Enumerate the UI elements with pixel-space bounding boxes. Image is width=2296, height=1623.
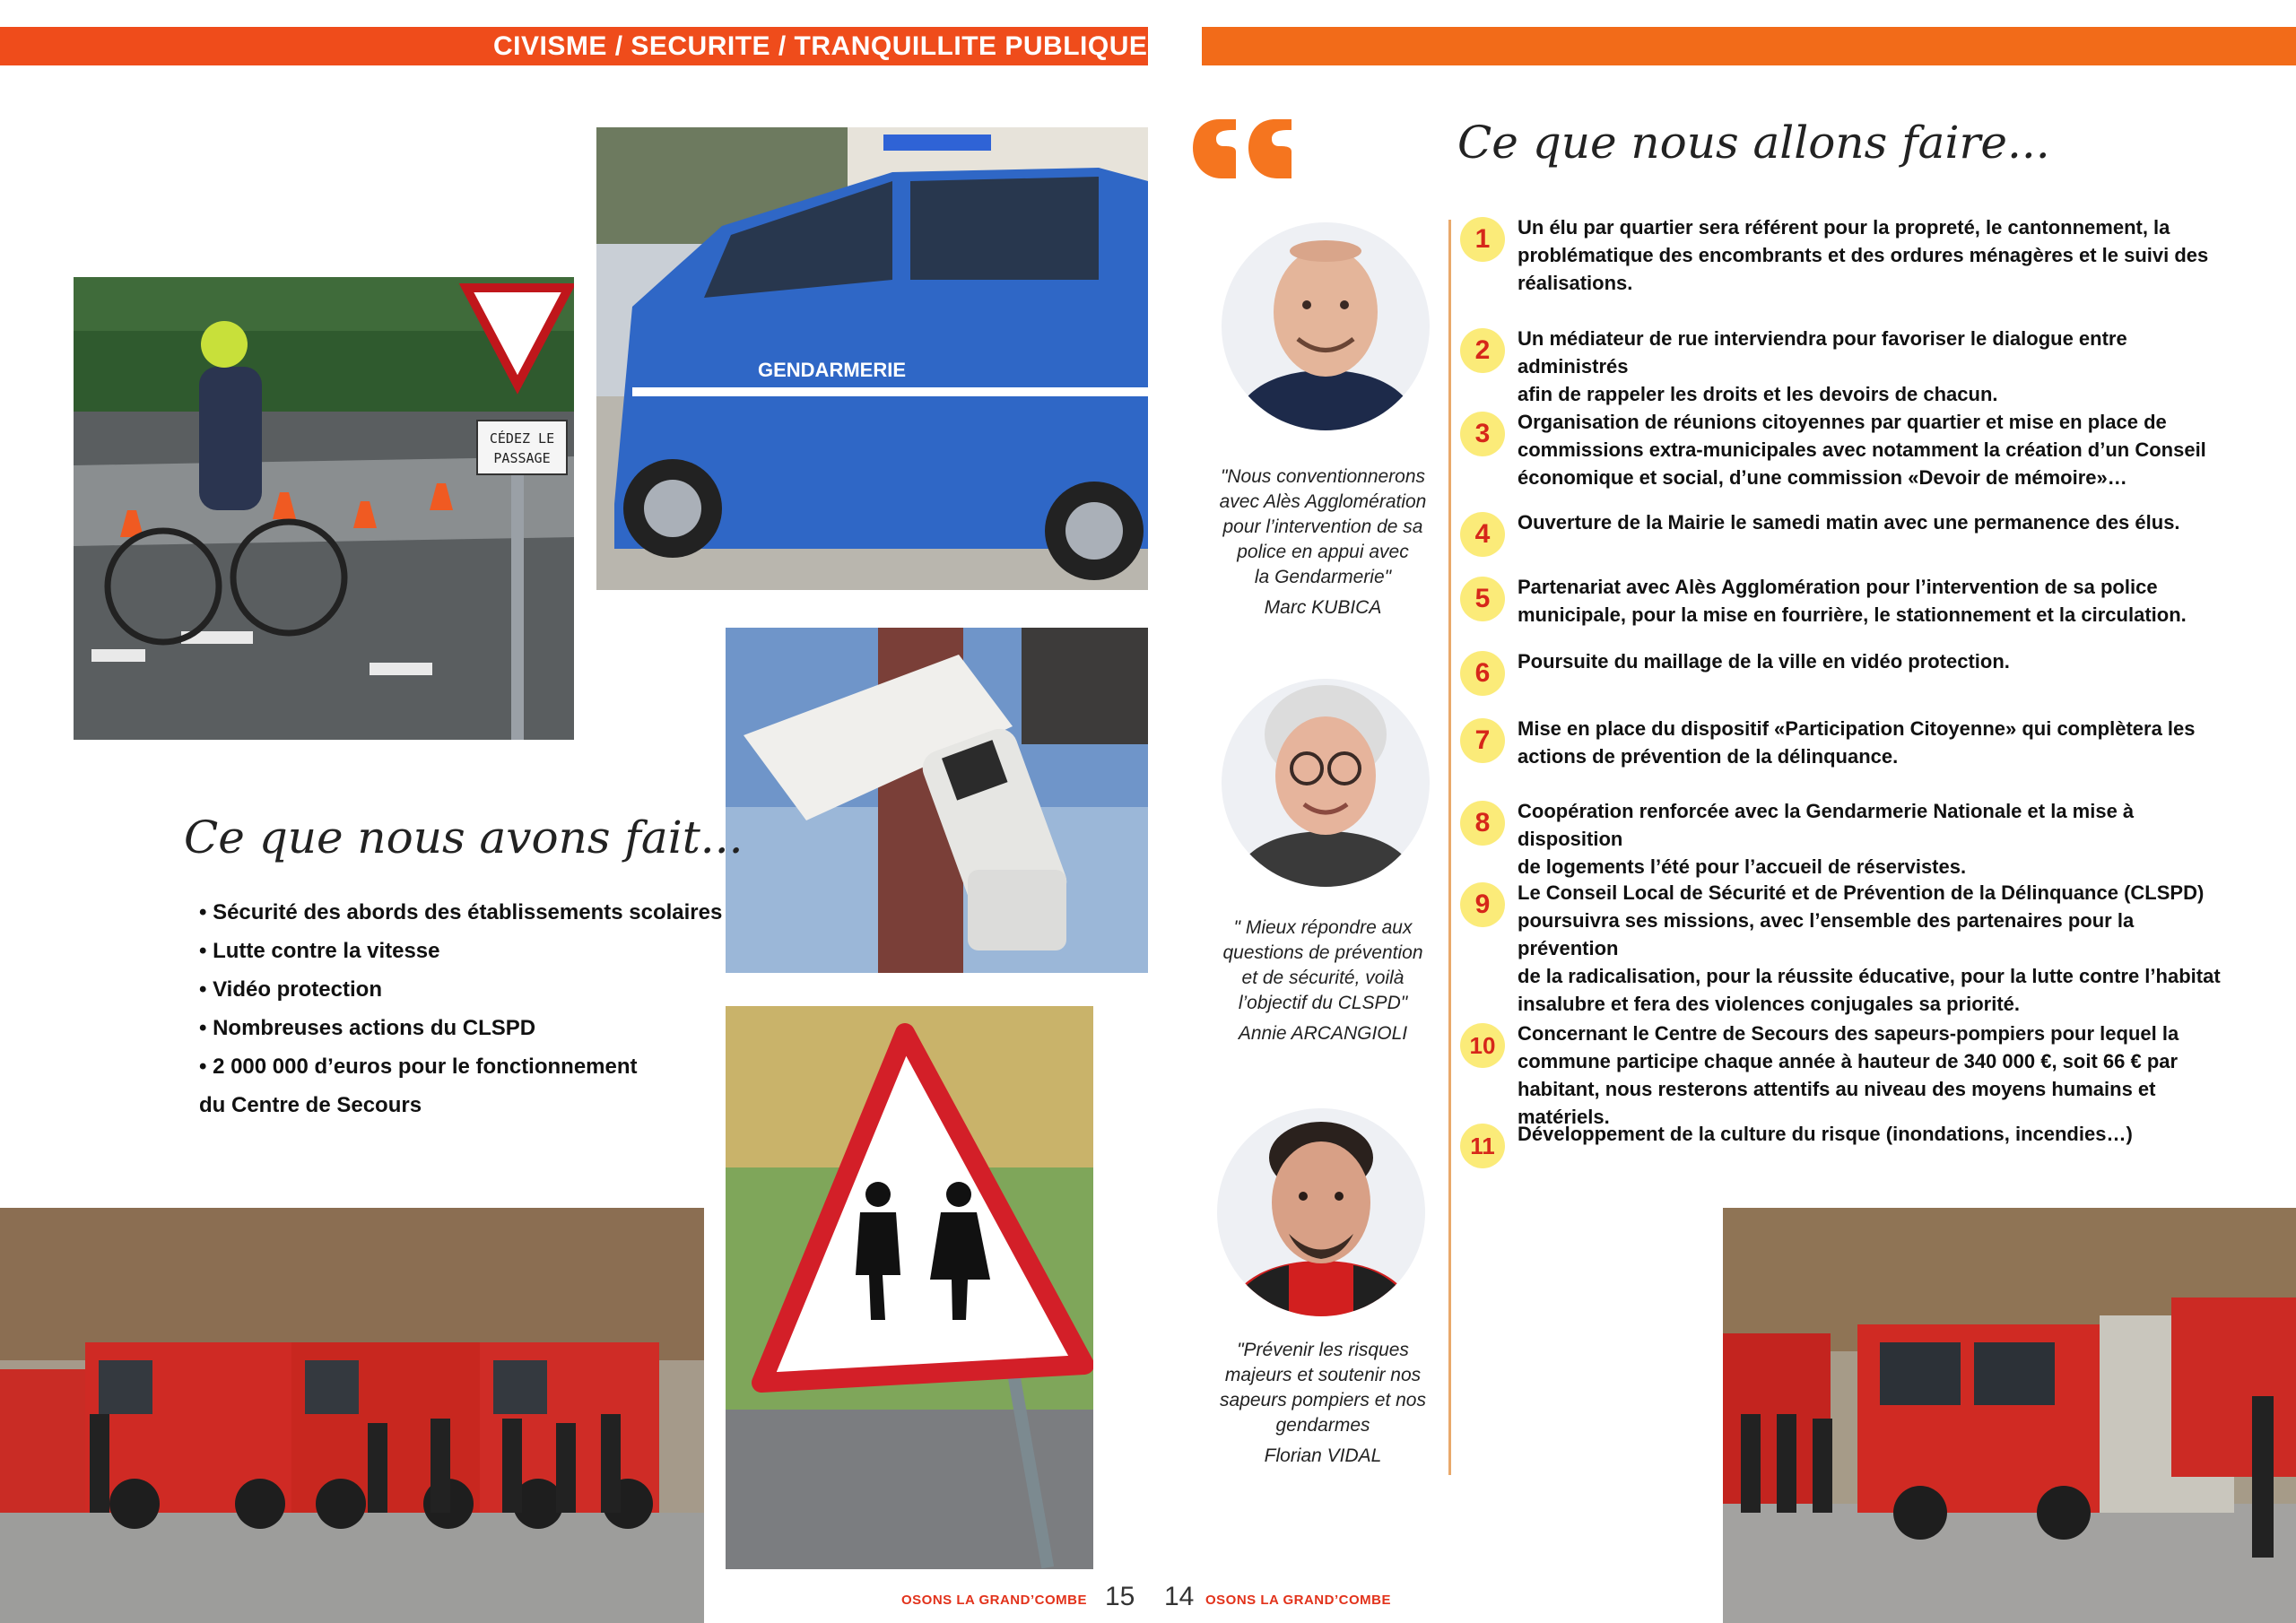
- item-number-badge: 4: [1460, 512, 1505, 557]
- item-line: Le Conseil Local de Sécurité et de Prévention de la Délinquance (CLSPD): [1518, 881, 2205, 904]
- quote-line: et de sécurité, voilà: [1241, 968, 1405, 988]
- photo-gendarmerie-van: [596, 127, 1148, 590]
- item-line: de logements l’été pour l’accueil de réservistes.: [1518, 855, 1967, 878]
- item-line: Un élu par quartier sera référent pour la propreté, le cantonnement, la: [1518, 216, 2170, 239]
- portrait-florian-vidal: [1217, 1108, 1425, 1316]
- done-item: • Vidéo protection: [199, 977, 382, 1002]
- quote-line: "Nous conventionnerons: [1220, 466, 1426, 487]
- item-line: Développement de la culture du risque (inondations, incendies…): [1518, 1123, 2133, 1145]
- item-number-badge: 9: [1460, 882, 1505, 927]
- quote-author: Marc KUBICA: [1264, 597, 1382, 618]
- done-title: Ce que nous avons fait...: [184, 812, 744, 864]
- item-line: municipale, pour la mise en fourrière, le stationnement et la circulation.: [1518, 603, 2187, 626]
- item-line: habitant, nous resterons attentifs au niveau des moyens humains et matériels.: [1518, 1078, 2156, 1128]
- todo-title: Ce que nous allons faire...: [1457, 117, 2050, 169]
- quote-line: majeurs et soutenir nos: [1224, 1365, 1422, 1385]
- quote-florian-vidal: [1193, 1338, 1453, 1469]
- done-item: du Centre de Secours: [199, 1093, 422, 1117]
- item-number-badge: 10: [1460, 1023, 1505, 1068]
- footer-brand-left: OSONS LA GRAND’COMBE: [901, 1593, 1087, 1608]
- done-item: • Lutte contre la vitesse: [199, 939, 440, 963]
- item-line: Poursuite du maillage de la ville en vidéo protection.: [1518, 650, 2010, 673]
- item-line: problématique des encombrants et des ordures ménagères et le suivi des: [1518, 244, 2209, 266]
- item-line: réalisations.: [1518, 272, 1633, 294]
- quote-line: questions de prévention: [1222, 942, 1423, 963]
- item-line: de la radicalisation, pour la réussite éducative, pour la lutte contre l’habitat: [1518, 965, 2221, 987]
- accent-divider-line: [1448, 220, 1451, 1475]
- quote-line: l’objectif du CLSPD": [1238, 993, 1408, 1013]
- quote-line: pour l’intervention de sa: [1222, 516, 1423, 537]
- item-line: insalubre et fera des violences conjugales sa priorité.: [1518, 993, 2020, 1015]
- item-number-badge: 8: [1460, 801, 1505, 846]
- item-line: Un médiateur de rue interviendra pour favoriser le dialogue entre administrés: [1518, 327, 2127, 378]
- item-line: Coopération renforcée avec la Gendarmerie Nationale et la mise à disposition: [1518, 800, 2135, 850]
- done-list: [199, 893, 723, 1124]
- item-line: actions de prévention de la délinquance.: [1518, 745, 1899, 768]
- page-number-right: 14: [1164, 1582, 1195, 1611]
- section-banner-left: [0, 27, 1148, 65]
- done-item: • Sécurité des abords des établissements scolaires: [199, 900, 723, 924]
- item-number-badge: 5: [1460, 577, 1505, 621]
- quote-marc-kubica: [1193, 464, 1453, 621]
- item-line: Mise en place du dispositif «Participation Citoyenne» qui complètera les: [1518, 717, 2196, 740]
- photo-fire-trucks-left: [0, 1208, 704, 1623]
- page-number-left: 15: [1105, 1582, 1135, 1611]
- photo-cctv-camera: [726, 628, 1148, 973]
- portrait-annie-arcangioli: [1222, 679, 1430, 887]
- van-label: GENDARMERIE: [758, 359, 907, 381]
- item-number-badge: 6: [1460, 651, 1505, 696]
- quote-line: la Gendarmerie": [1254, 567, 1392, 587]
- quote-line: "Prévenir les risques: [1237, 1340, 1409, 1360]
- quote-line: " Mieux répondre aux: [1233, 917, 1413, 938]
- item-number-badge: 7: [1460, 718, 1505, 763]
- item-number-badge: 2: [1460, 328, 1505, 373]
- quote-line: police en appui avec: [1237, 542, 1409, 562]
- photo-school-crossing-sign: [726, 1006, 1093, 1569]
- photo-child-cyclist: [74, 277, 574, 740]
- quote-annie-arcangioli: [1193, 916, 1453, 1046]
- item-line: Partenariat avec Alès Agglomération pour l’intervention de sa police: [1518, 576, 2158, 598]
- item-line: poursuivra ses missions, avec l’ensemble des partenaires pour la prévention: [1518, 909, 2135, 959]
- item-number-badge: 11: [1460, 1124, 1505, 1168]
- item-line: commissions extra-municipales avec notamment la création d’un Conseil: [1518, 438, 2206, 461]
- item-line: afin de rappeler les droits et les devoirs de chacun.: [1518, 383, 1998, 405]
- quote-mark-icon: [1193, 119, 1292, 187]
- quote-line: sapeurs pompiers et nos: [1220, 1390, 1426, 1410]
- quote-line: gendarmes: [1275, 1415, 1370, 1436]
- footer-brand-right: OSONS LA GRAND’COMBE: [1205, 1593, 1391, 1608]
- done-item: • Nombreuses actions du CLSPD: [199, 1016, 536, 1040]
- item-line: Organisation de réunions citoyennes par quartier et mise en place de: [1518, 411, 2167, 433]
- sign-text-line-2: PASSAGE: [493, 450, 551, 466]
- item-line: économique et social, d’une commission «Devoir de mémoire»…: [1518, 466, 2127, 489]
- item-number-badge: 3: [1460, 412, 1505, 456]
- item-line: Concernant le Centre de Secours des sapeurs-pompiers pour lequel la: [1518, 1022, 2179, 1045]
- section-title: CIVISME / SECURITE / TRANQUILLITE PUBLIQUE: [493, 31, 1148, 61]
- quote-line: avec Alès Agglomération: [1219, 491, 1427, 512]
- quote-author: Florian VIDAL: [1264, 1445, 1382, 1466]
- item-line: commune participe chaque année à hauteur de 340 000 €, soit 66 € par: [1518, 1050, 2179, 1072]
- section-banner-right: [1202, 27, 2296, 65]
- item-line: Ouverture de la Mairie le samedi matin avec une permanence des élus.: [1518, 511, 2180, 534]
- portrait-marc-kubica: [1222, 222, 1430, 430]
- photo-fire-trucks-right: [1723, 1208, 2296, 1623]
- item-number-badge: 1: [1460, 217, 1505, 262]
- quote-author: Annie ARCANGIOLI: [1238, 1023, 1408, 1044]
- sign-text-line-1: CÉDEZ LE: [489, 430, 555, 447]
- done-item: • 2 000 000 d’euros pour le fonctionnement: [199, 1055, 638, 1079]
